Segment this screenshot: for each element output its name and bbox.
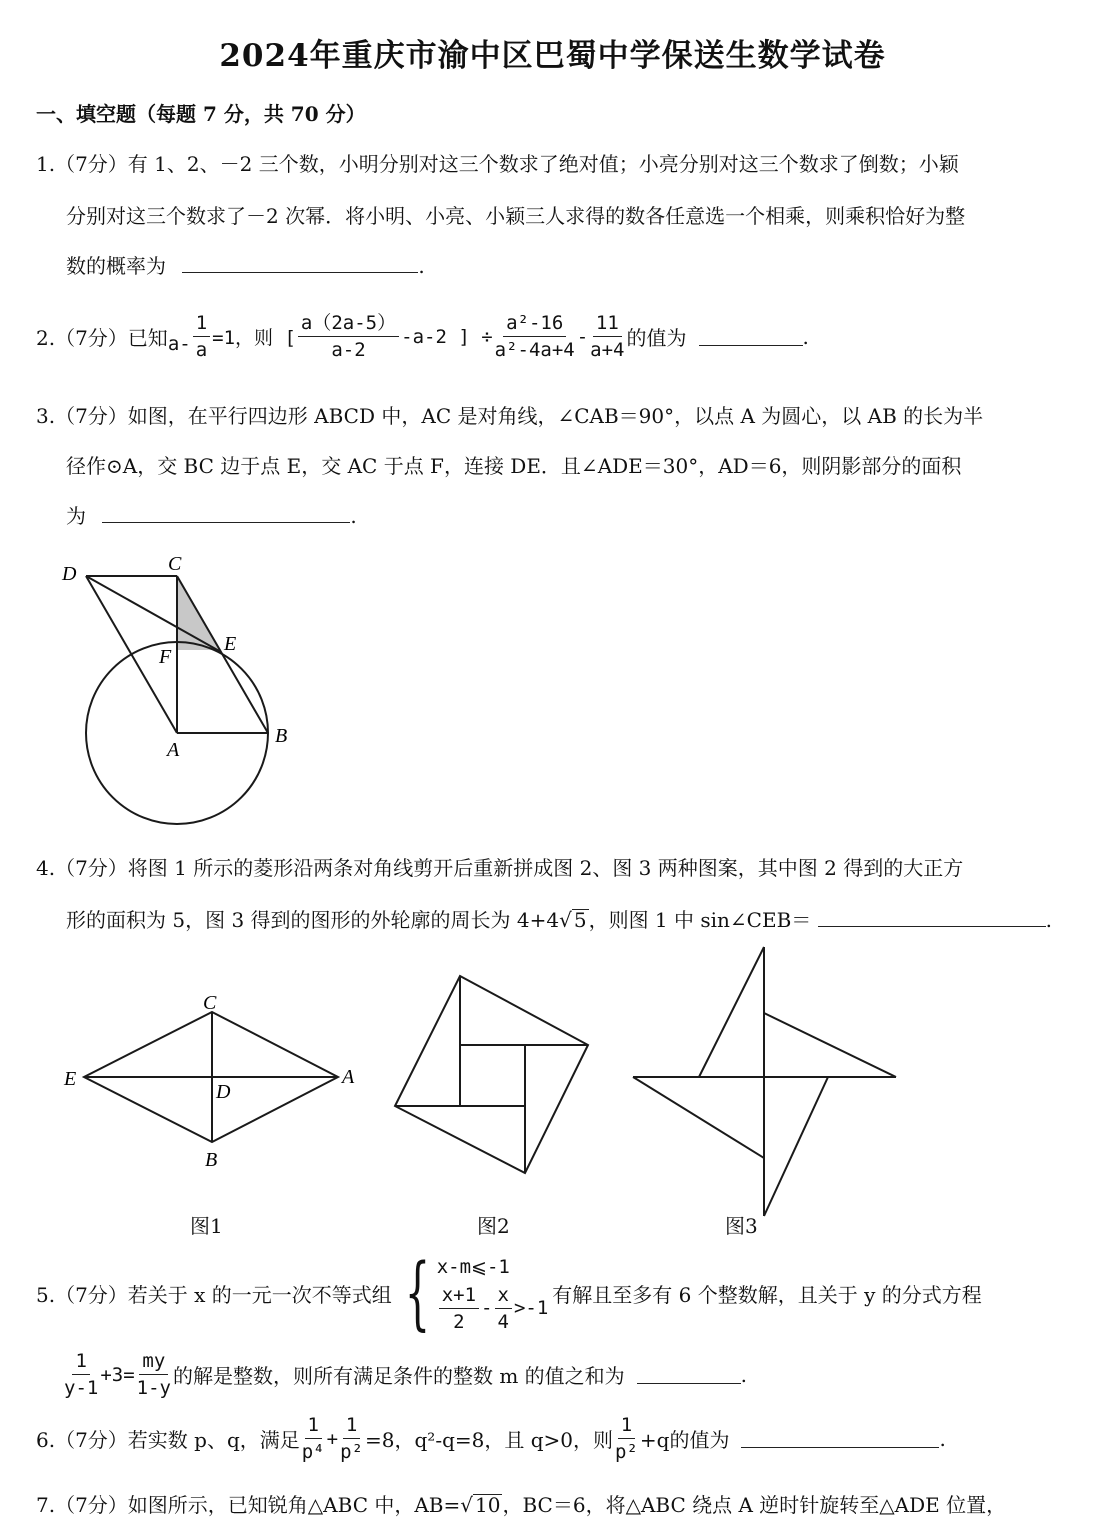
num: 1 <box>193 310 210 337</box>
label-f: F <box>159 646 172 668</box>
q2-frac3 <box>590 310 624 363</box>
label-b: B <box>205 1149 218 1171</box>
den: 4 <box>497 1310 509 1333</box>
den: a <box>195 339 208 361</box>
q4-period: . <box>1045 908 1052 932</box>
q2-line <box>36 310 809 363</box>
num: 1 <box>343 1412 360 1439</box>
q4-text-a: 形的面积为 5，图 3 得到的图形的外轮廓的周长为 4+4 <box>66 908 560 932</box>
q7-sqrt-value: 10 <box>475 1493 501 1517</box>
label-a: A <box>167 739 180 761</box>
page-title: 2024年重庆市渝中区巴蜀中学保送生数学试卷 <box>219 38 886 74</box>
q2-cond-frac <box>193 310 210 363</box>
section-heading: 一、填空题（每题 7 分，共 70 分） <box>36 102 366 126</box>
q4-line2 <box>66 904 1052 933</box>
q6-frac3 <box>615 1412 638 1465</box>
label-e: E <box>64 1068 77 1090</box>
q2-period: . <box>802 324 809 349</box>
num: 1 <box>72 1348 89 1375</box>
q1-period: . <box>418 254 425 278</box>
inequality-system <box>437 1252 549 1335</box>
num: a（2a-5） <box>298 310 399 337</box>
q3-text: 为 <box>66 504 86 528</box>
q7-suffix: ，BC＝6，将△ABC 绕点 A 逆时针旋转至△ADE 位置， <box>502 1493 1007 1517</box>
sqrt-symbol: √ <box>559 908 572 932</box>
q6-frac2 <box>340 1412 363 1465</box>
q5-eq-frac2 <box>137 1348 171 1401</box>
q5-frac-a <box>439 1282 479 1335</box>
num: 11 <box>593 310 622 337</box>
q3-answer-blank[interactable] <box>102 504 350 523</box>
q4-figure-1 <box>50 980 380 1180</box>
q4-sqrt-value: 5 <box>573 908 587 932</box>
q3-line1: 3.（7分）如图，在平行四边形 ABCD 中，AC 是对角线，∠CAB＝90°，以点 A 为圆心，以 AB 的长为半 <box>36 404 984 428</box>
q4-line1: 4.（7分）将图 1 所示的菱形沿两条对角线剪开后重新拼成图 2、图 3 两种图案，其中图 2 得到的大正方 <box>36 856 964 880</box>
q4-figure-2 <box>385 965 605 1185</box>
q1-line3 <box>66 250 425 279</box>
den: a-2 <box>331 339 366 361</box>
q3-figure <box>50 545 310 825</box>
q5-period: . <box>740 1362 748 1387</box>
q5-line1 <box>36 1243 982 1343</box>
q2-prefix: 2.（7分）已知 <box>36 326 168 350</box>
q6-answer-blank[interactable] <box>741 1429 939 1448</box>
num: 1 <box>305 1412 322 1439</box>
num: 1 <box>618 1412 635 1439</box>
q2-cond-eq: =1，则 [ <box>212 327 296 349</box>
minus: - <box>481 1297 493 1319</box>
sqrt-symbol: √ <box>460 1493 474 1517</box>
q3-period: . <box>350 504 357 528</box>
q6-frac1 <box>302 1412 325 1465</box>
label-c: C <box>168 553 182 575</box>
q4-figure-3 <box>625 940 905 1230</box>
q5-ineq1: x-m⩽-1 <box>436 1255 510 1278</box>
q2-frac2 <box>495 310 575 363</box>
q2-frac1 <box>298 310 399 363</box>
num: x+1 <box>439 1282 479 1309</box>
q5-eq-plus: +3= <box>100 1363 135 1386</box>
den: a+4 <box>590 339 625 361</box>
q2-minus: - <box>576 325 589 348</box>
caption-fig1: 图1 <box>190 1214 223 1238</box>
q6-period: . <box>939 1426 946 1451</box>
q5-prefix: 5.（7分）若关于 x 的一元一次不等式组 <box>36 1282 392 1307</box>
q3-line3 <box>66 500 357 529</box>
q5-line2-text: 的解是整数，则所有满足条件的整数 m 的值之和为 <box>172 1364 625 1388</box>
q6-suffix: +q的值为 <box>639 1428 730 1452</box>
label-d: D <box>62 563 77 585</box>
q5-ineq2 <box>437 1282 549 1335</box>
q5-frac-b <box>495 1282 512 1335</box>
q5-answer-blank[interactable] <box>637 1365 741 1384</box>
q5-suffix: 有解且至多有 6 个整数解，且关于 y 的分式方程 <box>552 1282 982 1307</box>
den: p⁴ <box>301 1441 325 1463</box>
caption-fig3: 图3 <box>725 1214 758 1238</box>
q5-line2 <box>62 1348 747 1401</box>
q6-prefix: 6.（7分）若实数 p、q，满足 <box>36 1428 300 1452</box>
q2-answer-blank[interactable] <box>699 327 803 346</box>
den: 2 <box>453 1310 465 1333</box>
label-d: D <box>216 1081 231 1103</box>
relation: >-1 <box>513 1297 549 1319</box>
q6-line <box>36 1412 946 1465</box>
den: y-1 <box>64 1377 99 1399</box>
label-e: E <box>224 633 237 655</box>
q7-prefix: 7.（7分）如图所示，已知锐角△ABC 中，AB= <box>36 1493 461 1517</box>
q1-answer-blank[interactable] <box>182 254 418 273</box>
brace-icon: { <box>404 1246 430 1339</box>
label-a: A <box>342 1066 355 1088</box>
den: p² <box>615 1441 638 1463</box>
q2-suffix: 的值为 <box>626 326 687 350</box>
q4-text-b: ，则图 1 中 sin∠CEB＝ <box>588 908 812 932</box>
label-b: B <box>275 725 288 747</box>
q4-answer-blank[interactable] <box>818 908 1046 927</box>
q2-cond-a: a- <box>167 332 191 355</box>
q6-mid: =8，q²-q=8，且 q>0，则 <box>365 1428 614 1452</box>
q1-line1: 1.（7分）有 1、2、－2 三个数，小明分别对这三个数求了绝对值；小亮分别对这三个数求了倒数；小颖 <box>36 152 959 176</box>
q7-line <box>36 1489 1006 1518</box>
num: my <box>139 1348 168 1375</box>
den: a²-4a+4 <box>494 339 575 361</box>
num: a²-16 <box>503 310 566 337</box>
num: x <box>495 1282 512 1309</box>
label-c: C <box>203 992 217 1014</box>
q2-mid: -a-2 ] ÷ <box>401 325 493 348</box>
q6-plus: + <box>326 1427 339 1450</box>
q1-text: 数的概率为 <box>66 254 166 278</box>
q3-line2: 径作⊙A，交 BC 边于点 E，交 AC 于点 F，连接 DE．且∠ADE＝30°，AD＝6，则阴影部分的面积 <box>66 454 962 478</box>
den: p² <box>340 1441 364 1463</box>
q1-line2: 分别对这三个数求了－2 次幂．将小明、小亮、小颖三人求得的数各任意选一个相乘，则乘积恰好为整 <box>66 204 966 228</box>
caption-fig2: 图2 <box>477 1214 510 1238</box>
q5-eq-frac1 <box>64 1348 98 1401</box>
den: 1-y <box>136 1377 171 1399</box>
